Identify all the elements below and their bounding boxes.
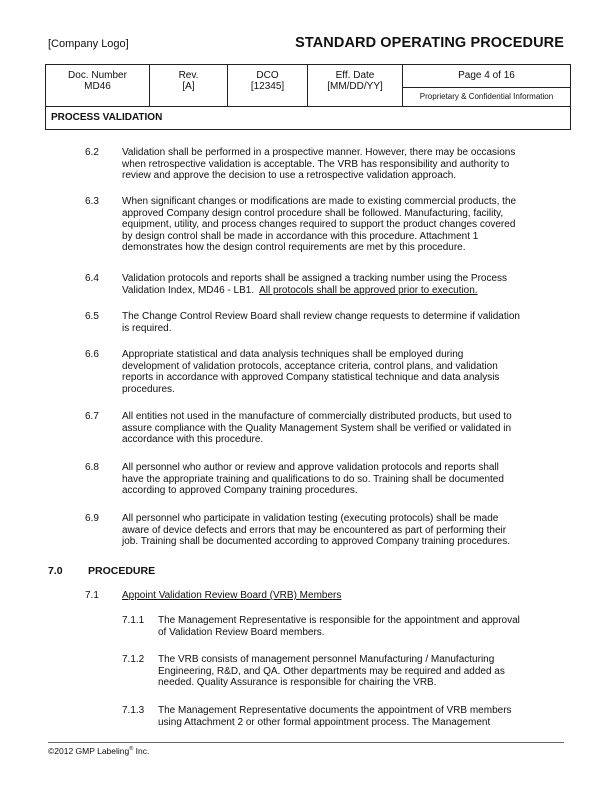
subsection-number: 7.1 bbox=[85, 590, 99, 601]
paragraph-line: All personnel who author or review and approve validation protocols and reports shall bbox=[122, 462, 499, 473]
paragraph-line: approved Company design control procedure shall be followed. Manufacturing, facility, bbox=[122, 207, 504, 219]
paragraph-line: The Management Representative documents the appointment of VRB members bbox=[158, 705, 512, 716]
effective-date-label: Eff. Date bbox=[335, 70, 375, 81]
paragraph-number: 6.6 bbox=[85, 349, 99, 360]
paragraph-line bbox=[122, 285, 507, 297]
paragraph-line: Validation shall be performed in a prospective manner. However, there may be occasions bbox=[122, 147, 516, 158]
paragraph-line: reports in accordance with approved Company statistical technique and data analysis bbox=[122, 372, 500, 384]
paragraph-line: have the appropriate training and qualifications to do so. Training shall be documented bbox=[122, 473, 504, 485]
paragraph-line: Validation protocols and reports shall be assigned a tracking number using the Process bbox=[122, 273, 508, 284]
dco-value: [12345] bbox=[250, 81, 285, 92]
paragraph-line: by design control shall be made in accordance with this procedure. Attachment 1 bbox=[122, 230, 479, 242]
copyright-text: ©2012 GMP Labeling bbox=[48, 746, 130, 756]
paragraph-line: The VRB consists of management personnel Manufacturing / Manufacturing bbox=[158, 654, 495, 665]
paragraph-line: The Change Control Review Board shall review change requests to determine if validation bbox=[122, 311, 520, 322]
dco-label: DCO bbox=[256, 70, 279, 81]
paragraph-number: 6.4 bbox=[85, 273, 99, 284]
doc-number-value: MD46 bbox=[84, 81, 111, 92]
paragraph-line: job. Training shall be documented according to approved Company training procedures. bbox=[122, 536, 511, 548]
confidential-notice: Proprietary & Confidential Information bbox=[419, 92, 554, 101]
effective-date-value: [MM/DD/YY] bbox=[327, 81, 383, 92]
paragraph-line: accordance with this procedure. bbox=[122, 434, 264, 446]
section-title: PROCESS VALIDATION bbox=[51, 112, 163, 123]
document-header-table bbox=[45, 64, 571, 130]
paragraph-line: Engineering, R&D, and QA. Other departments may be required and added as bbox=[158, 665, 505, 677]
underlined-requirement: All protocols shall be approved prior to execution. bbox=[259, 284, 478, 296]
paragraph-line: is required. bbox=[122, 322, 172, 334]
footer-copyright bbox=[48, 746, 149, 756]
doc-number-label: Doc. Number bbox=[68, 70, 127, 81]
paragraph-line: The Management Representative is responsible for the appointment and approval bbox=[158, 615, 520, 626]
revision-cell bbox=[150, 65, 228, 106]
doc-number-cell bbox=[46, 65, 150, 106]
paragraph-line: All entities not used in the manufacture of commercially distributed products, but used to bbox=[122, 411, 512, 422]
paragraph-line: aware of device defects and errors that may be encountered as part of performing their bbox=[122, 524, 507, 536]
paragraph-line: development of validation protocols, acceptance criteria, control plans, and validation bbox=[122, 360, 498, 372]
page-number: Page 4 of 16 bbox=[403, 65, 570, 88]
paragraph-line: when retrospective validation is acceptable. The VRB has responsibility and authority to bbox=[122, 158, 510, 170]
paragraph-line: assure compliance with the Quality Management System shall be verified or validated in bbox=[122, 422, 512, 434]
footer-divider bbox=[48, 742, 564, 743]
page-info-cell bbox=[403, 65, 570, 106]
paragraph-number: 6.7 bbox=[85, 411, 99, 422]
paragraph-line: of Validation Review Board members. bbox=[158, 626, 325, 638]
paragraph-line: All personnel who participate in validation testing (executing protocols) shall be made bbox=[122, 513, 499, 524]
paragraph-line: When significant changes or modifications are made to existing commercial products, the bbox=[122, 196, 517, 207]
copyright-suffix: Inc. bbox=[133, 746, 150, 756]
paragraph-text: Validation Index, MD46 - LB1. bbox=[122, 284, 260, 296]
revision-value: [A] bbox=[182, 81, 195, 92]
paragraph-line: equipment, utility, and process changes required to support the product changes covered bbox=[122, 219, 516, 231]
paragraph-number: 6.9 bbox=[85, 513, 99, 524]
paragraph-line: according to approved Company training procedures. bbox=[122, 485, 358, 497]
item-number: 7.1.1 bbox=[122, 615, 145, 626]
paragraph-line: demonstrates how the design control requirements are met by this procedure. bbox=[122, 242, 466, 254]
registered-mark: ® bbox=[129, 746, 134, 753]
section-number: 7.0 bbox=[48, 565, 63, 577]
paragraph-line: Appropriate statistical and data analysis techniques shall be employed during bbox=[122, 349, 464, 360]
paragraph-line: needed. Quality Assurance is responsible for chairing the VRB. bbox=[158, 677, 437, 689]
document-title: STANDARD OPERATING PROCEDURE bbox=[295, 35, 564, 51]
dco-cell bbox=[228, 65, 308, 106]
item-number: 7.1.3 bbox=[122, 705, 145, 716]
company-logo-placeholder: [Company Logo] bbox=[48, 38, 129, 50]
paragraph-number: 6.2 bbox=[85, 147, 99, 158]
subsection-heading: Appoint Validation Review Board (VRB) Members bbox=[122, 590, 342, 601]
paragraph-line: procedures. bbox=[122, 383, 175, 395]
section-heading: PROCEDURE bbox=[88, 565, 156, 577]
effective-date-cell bbox=[308, 65, 403, 106]
header-info-row bbox=[46, 65, 570, 107]
revision-label: Rev. bbox=[178, 70, 199, 81]
item-number: 7.1.2 bbox=[122, 654, 145, 665]
paragraph-number: 6.3 bbox=[85, 196, 99, 207]
paragraph-number: 6.8 bbox=[85, 462, 99, 473]
paragraph-line: review and approve the decision to use a retrospective validation approach. bbox=[122, 170, 457, 182]
paragraph-number: 6.5 bbox=[85, 311, 99, 322]
paragraph-line: using Attachment 2 or other formal appointment process. The Management bbox=[158, 716, 491, 728]
